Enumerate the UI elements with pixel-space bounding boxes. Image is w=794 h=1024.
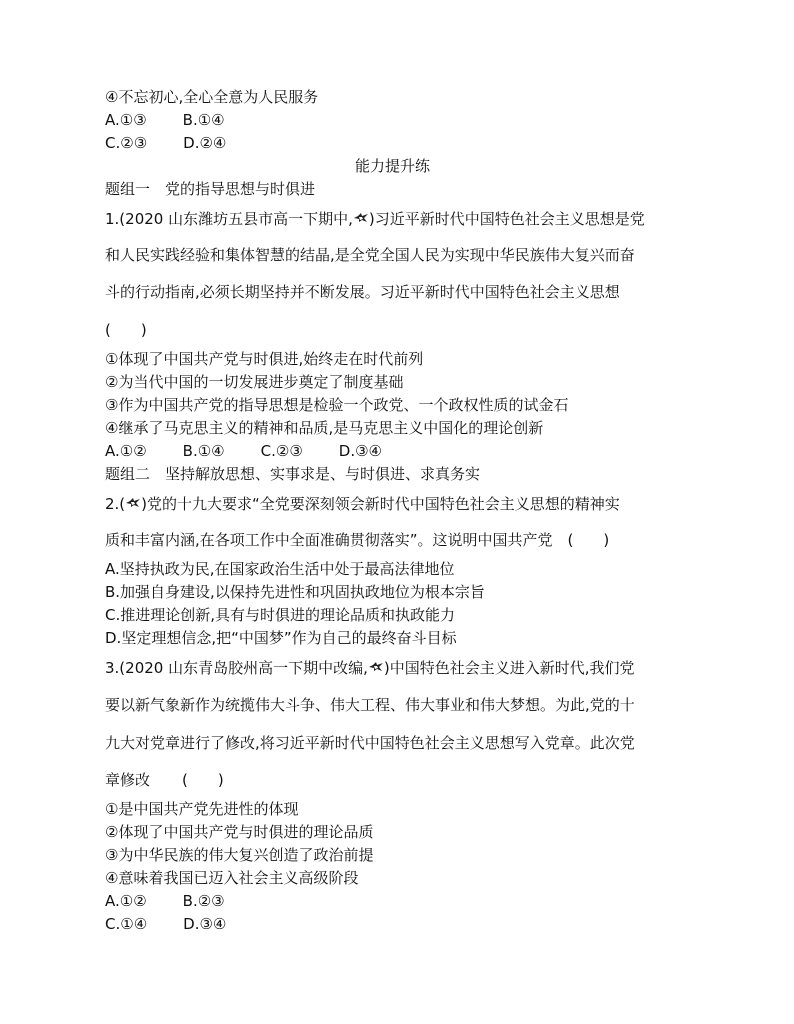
q1-options xyxy=(105,442,382,460)
q3-statement-1: ①是中国共产党先进性的体现 xyxy=(105,800,299,818)
q2-option-b: B.加强自身建设,以保持先进性和巩固执政地位为根本宗旨 xyxy=(105,583,485,601)
options-row-2 xyxy=(105,134,226,152)
q1-statement-1: ①体现了中国共产党与时俱进,始终走在时代前列 xyxy=(105,350,424,368)
q1-statement-2: ②为当代中国的一切发展进步奠定了制度基础 xyxy=(105,373,404,391)
option-a: A.①② xyxy=(105,442,147,460)
option-c: C.②③ xyxy=(105,134,148,152)
answer-blank: ( ) xyxy=(105,321,147,339)
options-row-1 xyxy=(105,111,225,129)
question-1-line-2: 和人民实践经验和集体智慧的结晶,是全党全国人民为实现中华民族伟大复兴而奋 xyxy=(105,246,635,264)
q2-option-a: A.坚持执政为民,在国家政治生活中处于最高法律地位 xyxy=(105,560,455,578)
question-2-line-2: 质和丰富内涵,在各项工作中全面准确贯彻落实”。这说明中国共产党 ( ) xyxy=(105,531,610,549)
q3-statement-3: ③为中华民族的伟大复兴创造了政治前提 xyxy=(105,846,374,864)
question-3-line-4: 章修改 ( ) xyxy=(105,771,224,789)
q3-statement-2: ②体现了中国共产党与时俱进的理论品质 xyxy=(105,823,374,841)
difficulty-star-icon xyxy=(125,497,141,508)
question-3-line-3: 九大对党章进行了修改,将习近平新时代中国特色社会主义思想写入党章。此次党 xyxy=(105,734,635,752)
question-1-line-3: 斗的行动指南,必须长期坚持并不断发展。习近平新时代中国特色社会主义思想 xyxy=(105,283,620,301)
group-2-title: 题组二 坚持解放思想、实事求是、与时俱进、求真务实 xyxy=(105,465,481,483)
difficulty-star-icon xyxy=(353,212,369,223)
q2-option-c: C.推进理论创新,具有与时俱进的理论品质和执政能力 xyxy=(105,606,456,624)
q3-options-row-1 xyxy=(105,892,225,910)
statement-4: ④不忘初心,全心全意为人民服务 xyxy=(105,88,319,106)
question-3-line-1: 3.(2020 山东青岛胶州高一下期中改编, )中国特色社会主义进入新时代,我们党 xyxy=(105,659,635,677)
option-d: D.③④ xyxy=(183,915,227,933)
option-d: D.②④ xyxy=(183,134,227,152)
q3-options-row-2 xyxy=(105,915,226,933)
q1-statement-3: ③作为中国共产党的指导思想是检验一个政党、一个政权性质的试金石 xyxy=(105,396,569,414)
question-2-line-1: 2.( )党的十九大要求“全党要深刻领会新时代中国特色社会主义思想的精神实 xyxy=(105,495,620,513)
option-a: A.①② xyxy=(105,892,147,910)
question-1-line-1: 1.(2020 山东潍坊五县市高一下期中, )习近平新时代中国特色社会主义思想是党 xyxy=(105,210,645,228)
answer-blank: ( ) xyxy=(182,771,224,789)
option-b: B.②③ xyxy=(182,892,225,910)
option-c: C.①④ xyxy=(105,915,148,933)
option-b: B.①④ xyxy=(182,111,225,129)
option-b: B.①④ xyxy=(182,442,225,460)
option-c: C.②③ xyxy=(260,442,303,460)
option-a: A.①③ xyxy=(105,111,147,129)
section-title: 能力提升练 xyxy=(355,157,431,175)
question-3-line-2: 要以新气象新作为统揽伟大斗争、伟大工程、伟大事业和伟大梦想。为此,党的十 xyxy=(105,696,635,714)
q3-statement-4: ④意味着我国已迈入社会主义高级阶段 xyxy=(105,869,359,887)
q1-statement-4: ④继承了马克思主义的精神和品质,是马克思主义中国化的理论创新 xyxy=(105,419,544,437)
group-1-title: 题组一 党的指导思想与时俱进 xyxy=(105,180,316,198)
difficulty-star-icon xyxy=(368,661,384,672)
q2-option-d: D.坚定理想信念,把“中国梦”作为自己的最终奋斗目标 xyxy=(105,629,457,647)
option-d: D.③④ xyxy=(338,442,382,460)
